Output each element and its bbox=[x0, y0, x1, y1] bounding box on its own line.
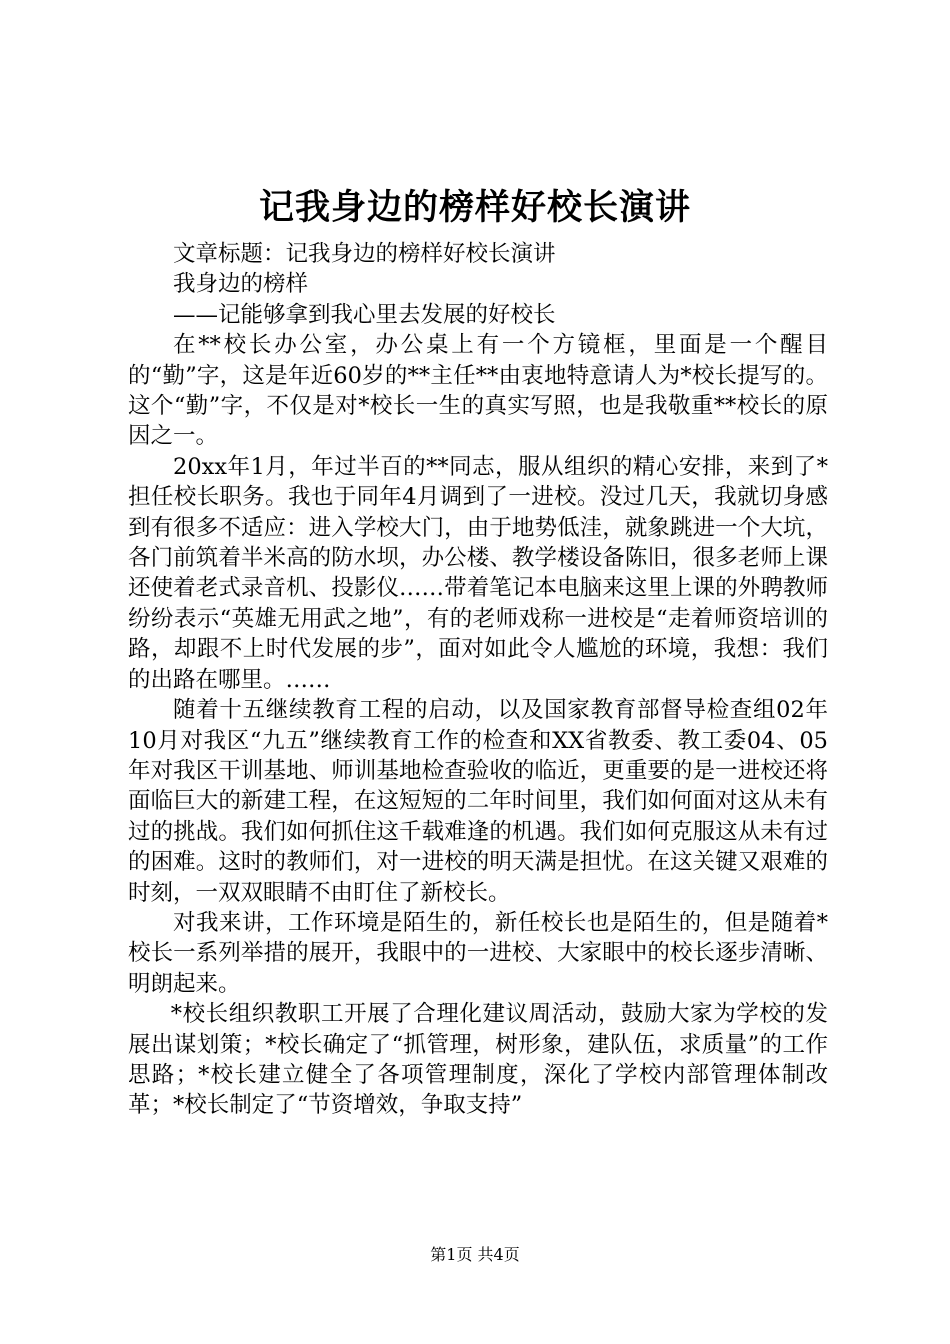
paragraph: 随着十五继续教育工程的启动，以及国家教育部督导检查组02年10月对我区“九五”继续教育工作的检查和XX省教委、教工委04、05年对我区干训基地、师训基地检查验收的临近，更重要的是一进校还将面临巨大的新建工程，在这短短的二年时间里，我们如何面对这从未有过的挑战。我们如何抓住这千载难逢的机遇。我们如何克服这从未有过的困难。这时的教师们，对一进校的明天满是担忧。在这关键又艰难的时刻，一双双眼睛不由盯住了新校长。 bbox=[128, 697, 828, 906]
paragraph: *校长组织教职工开展了合理化建议周活动，鼓励大家为学校的发展出谋划策；*校长确定了“抓管理，树形象，建队伍，求质量”的工作思路；*校长建立健全了各项管理制度，深化了学校内部管理体制改革；*校长制定了“节资增效，争取支持” bbox=[128, 1001, 828, 1119]
page-number-footer: 第1页 共4页 bbox=[430, 1245, 520, 1264]
paragraph: 在**校长办公室，办公桌上有一个方镜框，里面是一个醒目的“勤”字，这是年近60岁的**主任**由衷地特意请人为*校长提写的。这个“勤”字，不仅是对*校长一生的真实写照，也是我敬重**校长的原因之一。 bbox=[128, 332, 828, 450]
paragraph: 20xx年1月，年过半百的**同志，服从组织的精心安排，来到了*担任校长职务。我也于同年4月调到了一进校。没过几天，我就切身感到有很多不适应：进入学校大门，由于地势低洼，就象跳进一个大坑，各门前筑着半米高的防水坝，办公楼、教学楼设备陈旧，很多老师上课还使着老式录音机、投影仪……带着笔记本电脑来这里上课的外聘教师纷纷表示“英雄无用武之地”，有的老师戏称一进校是“走着师资培训的路，却跟不上时代发展的步”，面对如此令人尴尬的环境，我想：我们的出路在哪里。…… bbox=[128, 453, 828, 693]
paragraph-subheading: ——记能够拿到我心里去发展的好校长 bbox=[173, 301, 556, 328]
paragraph: 对我来讲，工作环境是陌生的，新任校长也是陌生的，但是随着*校长一系列举措的展开，我眼中的一进校、大家眼中的校长逐步清晰、明朗起来。 bbox=[128, 909, 828, 997]
document-body bbox=[128, 239, 828, 1121]
paragraph-article-title: 文章标题：记我身边的榜样好校长演讲 bbox=[173, 241, 556, 267]
document-title: 记我身边的榜样好校长演讲 bbox=[258, 187, 691, 228]
paragraph-subtitle: 我身边的榜样 bbox=[173, 271, 309, 298]
